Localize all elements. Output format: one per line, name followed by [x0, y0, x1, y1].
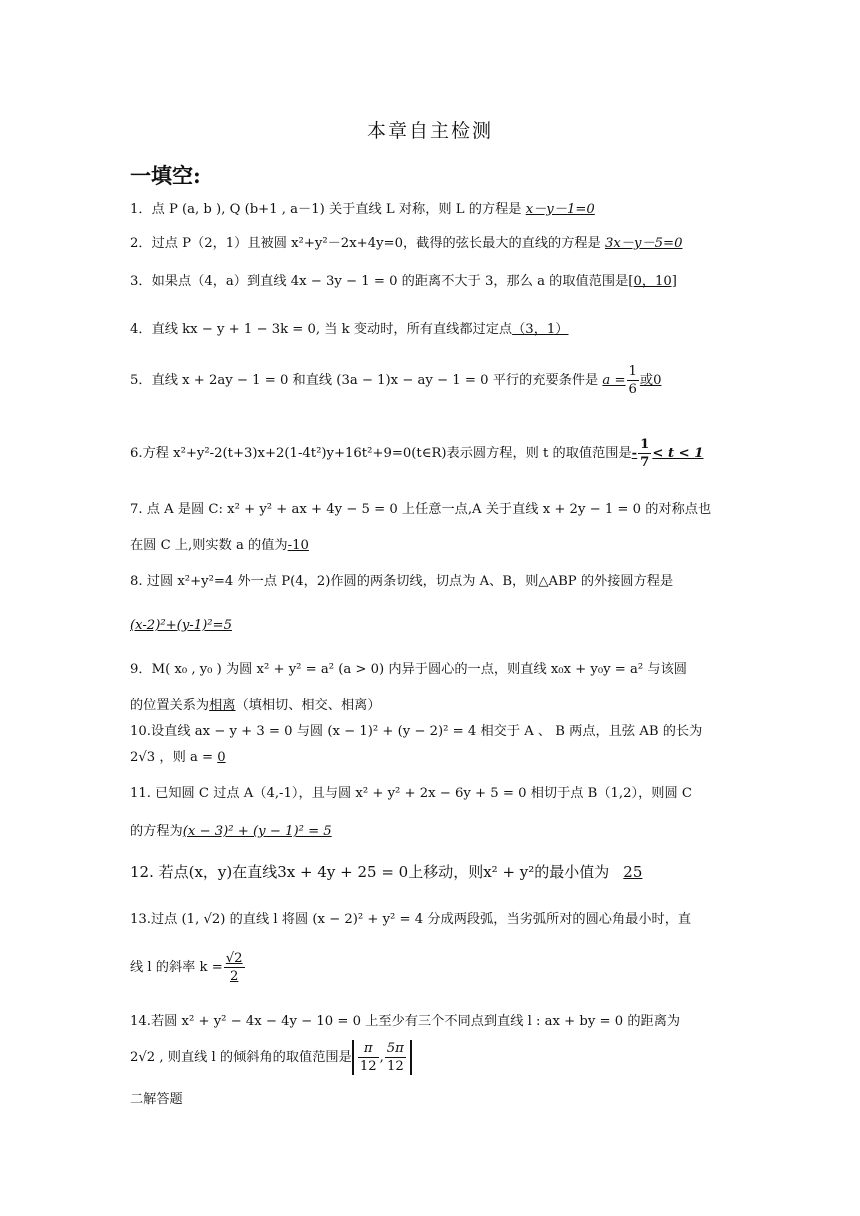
question-13-answer-fraction: [224, 950, 245, 985]
question-10-text: 2√3 ，则 a =: [130, 750, 218, 765]
question-14-upper-numerator: 5π: [386, 1041, 404, 1056]
question-11-line-1: 11. 已知圆 C 过点 A（4,-1），且与圆 x² + y² + 2x − 6y + 5 = 0 相切于点 B（1,2），则圆 C: [130, 786, 692, 801]
question-5-answer-tail: 或0: [639, 373, 662, 388]
question-12: [130, 862, 730, 882]
question-4-answer: （3，1）: [512, 322, 569, 337]
question-2-text: 2．过点 P（2，1）且被圆 x²+y²－2x+4y=0，截得的弦长最大的直线的方程是: [130, 236, 605, 251]
question-9-hint: （填相切、相交、相离）: [235, 698, 381, 713]
question-3: [130, 272, 730, 292]
question-13-line-2: [130, 950, 730, 985]
question-9-line-2: [130, 696, 730, 716]
question-12-text: 12. 若点(x，y)在直线3x + 4y + 25 = 0上移动，则x² + y²的最小值为: [130, 863, 610, 881]
question-9-line-1: 9．M( x₀ , y₀ ) 为圆 x² + y² = a² (a > 0) 内异于圆心的一点，则直线 x₀x + y₀y = a² 与该圆: [130, 662, 687, 677]
question-2-answer: 3x－y－5=0: [604, 236, 683, 251]
question-14-lower-denominator: 12: [359, 1059, 377, 1074]
question-14-upper-denominator: 12: [386, 1059, 404, 1074]
question-14-text: 2√2 , 则直线 l 的倾斜角的取值范围是: [130, 1050, 352, 1065]
question-6-text: 6.方程 x²+y²-2(t+3)x+2(1-4t²)y+16t²+9=0(t∈R)表示圆方程，则 t 的取值范围是: [130, 446, 632, 461]
question-4: [130, 320, 730, 340]
question-11-answer: (x − 3)² + (y − 1)² = 5: [182, 824, 332, 839]
question-12-answer: 25: [623, 863, 643, 881]
page-title: 本章自主检测: [366, 120, 493, 142]
question-14-line-1: 14.若圆 x² + y² − 4x − 4y − 10 = 0 上至少有三个不同点到直线 l : ax + by = 0 的距离为: [130, 1014, 681, 1029]
question-10-line-1: 10.设直线 ax − y + 3 = 0 与圆 (x − 1)² + (y − 2)² = 4 相交于 A 、 B 两点，且弦 AB 的长为: [130, 724, 703, 739]
question-5-fraction-numerator: 1: [628, 364, 637, 379]
question-7-line-2: [130, 536, 730, 556]
question-6-answer-fraction: [638, 436, 651, 471]
question-13-line-1: 13.过点 (1, √2) 的直线 l 将圆 (x − 2)² + y² = 4 分成两段弧，当劣弧所对的圆心角最小时，直: [130, 912, 692, 927]
question-13-text: 线 l 的斜率 k =: [130, 960, 223, 975]
question-6: [130, 436, 730, 471]
question-9-answer: 相离: [209, 698, 236, 713]
question-2: [130, 234, 730, 254]
question-11-line-2: [130, 822, 730, 842]
question-5-answer: [602, 364, 662, 397]
question-6-answer-tail: < t < 1: [652, 446, 704, 461]
question-14-answer-interval: $\frac{\pi}{12}$ , $\frac{5\pi}{12}$: [352, 1040, 412, 1075]
section-heading-answer-questions: 二解答题: [130, 1092, 183, 1107]
question-6-answer: [631, 437, 704, 470]
question-7-line-1: 7. 点 A 是圆 C: x² + y² + ax + 4y − 5 = 0 上任意一点,A 关于直线 x + 2y − 1 = 0 的对称点也: [130, 502, 712, 517]
question-5-fraction-denominator: 6: [628, 382, 637, 397]
question-1-text: 1．点 P (a, b ), Q (b+1 , a－1) 关于直线 L 对称，则 L 的方程是: [130, 202, 526, 217]
question-5: [130, 363, 730, 398]
question-1: [130, 200, 730, 220]
question-5-text: 5．直线 x + 2ay − 1 = 0 和直线 (3a − 1)x − ay − 1 = 0 平行的充要条件是: [130, 373, 603, 388]
question-1-answer: x－y－1=0: [525, 202, 595, 217]
question-10-line-2: [130, 748, 730, 768]
question-9-text: 的位置关系为: [130, 698, 210, 713]
question-5-answer-var: a =: [602, 373, 626, 388]
question-5-answer-fraction: [627, 363, 639, 398]
question-8-line-2: [130, 616, 730, 636]
question-6-answer-sign: -: [631, 446, 638, 461]
section-heading-fill-in: 一填空:: [130, 163, 201, 188]
question-14-lower-numerator: π: [358, 1040, 379, 1058]
question-14-line-2: [130, 1040, 730, 1075]
question-14-answer-upper: [385, 1040, 406, 1075]
question-7-answer: -10: [287, 538, 309, 553]
question-3-answer: [0，10]: [628, 274, 677, 289]
question-8-answer: (x-2)²+(y-1)²=5: [130, 618, 232, 633]
question-3-text: 3．如果点（4，a）到直线 4x − 3y − 1 = 0 的距离不大于 3，那么 a 的取值范围是: [130, 274, 629, 289]
question-14-answer-lower: [358, 1040, 379, 1075]
question-11-text: 的方程为: [130, 824, 183, 839]
question-13-fraction-numerator: √2: [225, 951, 243, 966]
question-4-text: 4．直线 kx − y + 1 − 3k = 0, 当 k 变动时，所有直线都过定点: [130, 322, 513, 337]
question-8-line-1: 8. 过圆 x²+y²=4 外一点 P(4，2)作圆的两条切线，切点为 A、B，则△ABP 的外接圆方程是: [130, 574, 674, 589]
question-13-fraction-denominator: 2: [229, 969, 239, 984]
question-10-answer: 0: [217, 750, 226, 765]
question-6-fraction-numerator: 1: [640, 437, 650, 452]
question-6-fraction-denominator: 7: [640, 455, 650, 470]
question-7-text: 在圆 C 上,则实数 a 的值为: [130, 538, 288, 553]
